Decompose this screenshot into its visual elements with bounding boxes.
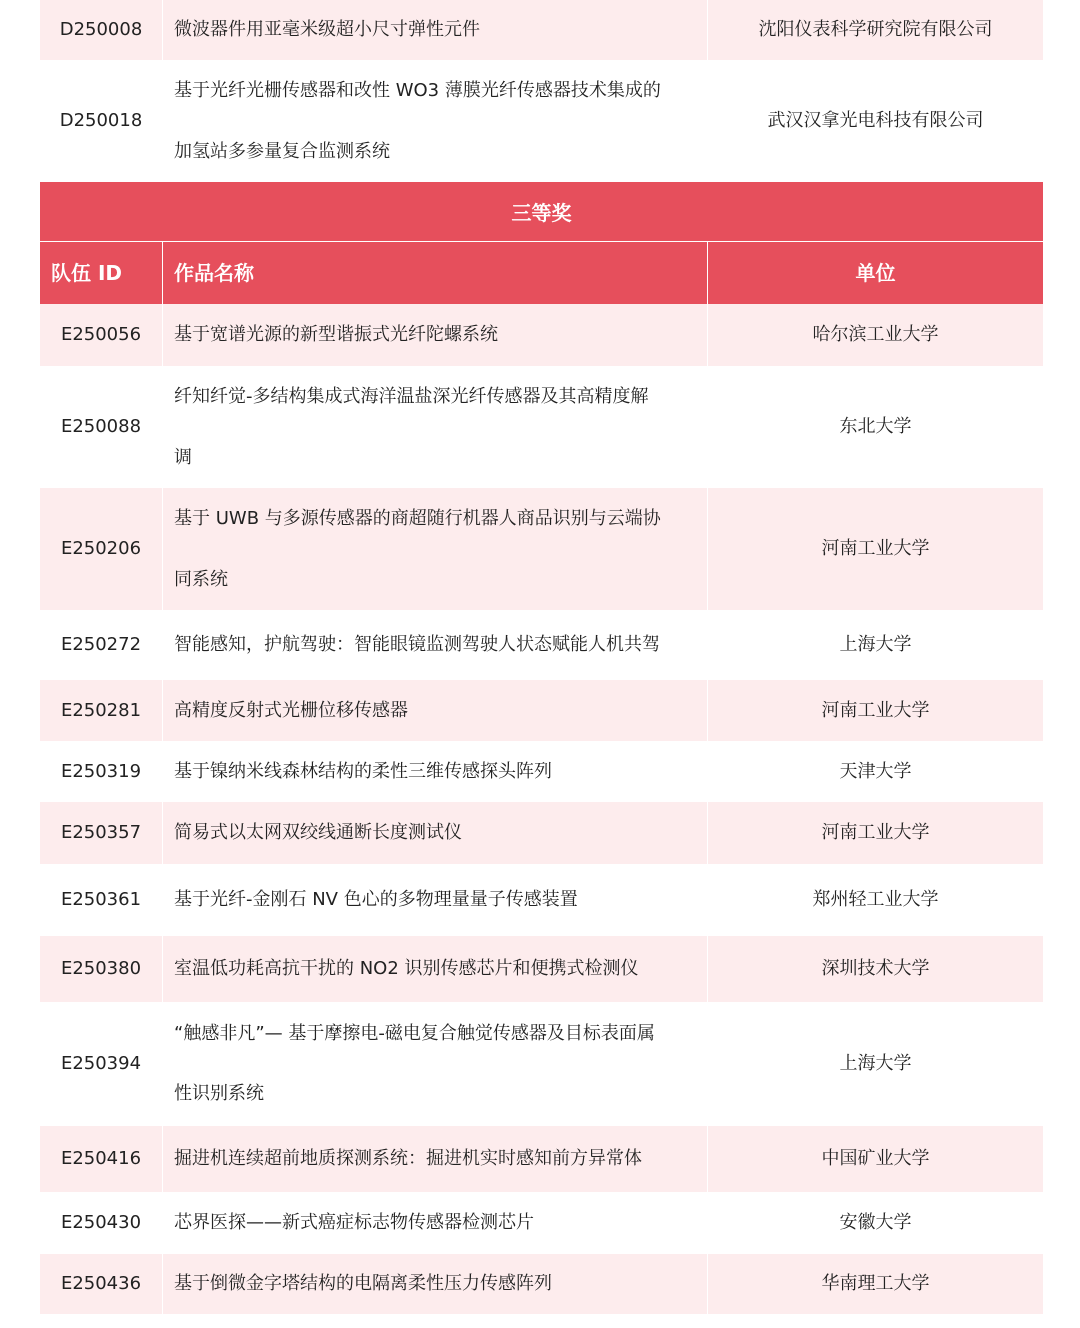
team-id: E250436 — [60, 1273, 142, 1294]
team-id: D250018 — [59, 110, 143, 131]
team-id: E250394 — [60, 1053, 142, 1074]
unit-name: 哈尔滨工业大学 — [707, 304, 1043, 366]
work-name: 基于光纤光栅传感器和改性 WO3 薄膜光纤传感器技术集成的 加氢站多参量复合监测系统 — [162, 60, 707, 182]
work-name: 微波器件用亚毫米级超小尺寸弹性元件 — [162, 0, 707, 60]
work-name: 基于宽谱光源的新型谐振式光纤陀螺系统 — [162, 304, 707, 366]
unit-name: 天津大学 — [707, 741, 1043, 802]
table-row — [40, 1192, 1043, 1254]
unit-name: 深圳技术大学 — [707, 936, 1043, 1002]
section-title: 三等奖 — [40, 182, 1043, 242]
work-name: 高精度反射式光栅位移传感器 — [162, 680, 707, 741]
work-name: 基于光纤-金刚石 NV 色心的多物理量量子传感装置 — [162, 864, 707, 936]
unit-name: 沈阳仪表科学研究院有限公司 — [707, 0, 1043, 60]
header-unit: 单位 — [707, 242, 1043, 304]
team-id: E250281 — [60, 699, 142, 721]
work-name: “触感非凡”— 基于摩擦电-磁电复合触觉传感器及目标表面属 性识别系统 — [162, 1002, 707, 1126]
header-team-id: 队伍 ID — [51, 261, 123, 285]
table-row — [40, 610, 1043, 680]
unit-name: 武汉汉拿光电科技有限公司 — [707, 60, 1043, 182]
table-row — [40, 936, 1043, 1002]
table-row — [40, 0, 1043, 60]
work-name: 掘进机连续超前地质探测系统：掘进机实时感知前方异常体 — [162, 1126, 707, 1192]
unit-name: 河南工业大学 — [707, 802, 1043, 864]
team-id: E250361 — [60, 889, 142, 910]
work-name: 简易式以太网双绞线通断长度测试仪 — [162, 802, 707, 864]
unit-name: 上海大学 — [707, 610, 1043, 680]
work-name: 基于 UWB 与多源传感器的商超随行机器人商品识别与云端协 同系统 — [162, 488, 707, 610]
team-id: E250357 — [60, 822, 142, 843]
team-id: E250319 — [60, 760, 142, 782]
work-name: 智能感知，护航驾驶：智能眼镜监测驾驶人状态赋能人机共驾 — [162, 610, 707, 680]
table-row — [40, 488, 1043, 610]
table-row — [40, 366, 1043, 488]
work-name: 芯界医探——新式癌症标志物传感器检测芯片 — [162, 1192, 707, 1254]
table-row — [40, 304, 1043, 366]
team-id: D250008 — [59, 19, 143, 40]
table-row — [40, 802, 1043, 864]
award-table — [40, 0, 1043, 1314]
unit-name: 郑州轻工业大学 — [707, 864, 1043, 936]
team-id: E250056 — [60, 324, 142, 345]
table-row — [40, 1126, 1043, 1192]
team-id: E250380 — [60, 958, 142, 979]
team-id: E250272 — [60, 634, 142, 655]
table-row — [40, 864, 1043, 936]
team-id: E250430 — [60, 1212, 142, 1233]
unit-name: 河南工业大学 — [707, 680, 1043, 741]
table-row — [40, 741, 1043, 802]
team-id: E250206 — [60, 538, 142, 559]
unit-name: 安徽大学 — [707, 1192, 1043, 1254]
unit-name: 河南工业大学 — [707, 488, 1043, 610]
work-name: 基于镍纳米线森林结构的柔性三维传感探头阵列 — [162, 741, 707, 802]
unit-name: 中国矿业大学 — [707, 1126, 1043, 1192]
table-row — [40, 60, 1043, 182]
unit-name: 东北大学 — [707, 366, 1043, 488]
table-header — [40, 242, 1043, 304]
header-work-name: 作品名称 — [162, 242, 707, 304]
unit-name: 上海大学 — [707, 1002, 1043, 1126]
work-name: 室温低功耗高抗干扰的 NO2 识别传感芯片和便携式检测仪 — [162, 936, 707, 1002]
team-id: E250416 — [60, 1148, 142, 1169]
team-id: E250088 — [60, 416, 142, 437]
work-name: 纤知纤觉-多结构集成式海洋温盐深光纤传感器及其高精度解 调 — [162, 366, 707, 488]
work-name: 基于倒微金字塔结构的电隔离柔性压力传感阵列 — [162, 1254, 707, 1314]
table-row — [40, 1002, 1043, 1126]
unit-name: 华南理工大学 — [707, 1254, 1043, 1314]
table-row — [40, 1254, 1043, 1314]
table-row — [40, 680, 1043, 741]
